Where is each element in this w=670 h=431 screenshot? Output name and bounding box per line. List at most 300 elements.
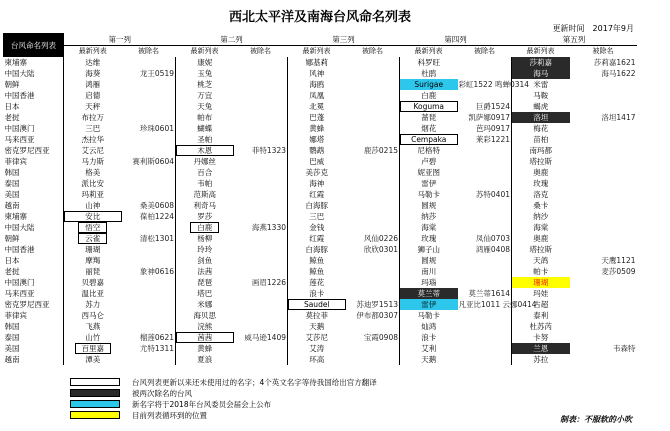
removed-name-cell <box>346 123 400 134</box>
typhoon-name-cell <box>400 167 458 178</box>
removed-name-cell: 宝霞0908 <box>346 332 400 343</box>
typhoon-name-cell <box>176 332 234 343</box>
typhoon-name: 马力斯 <box>81 157 104 166</box>
typhoon-name-cell <box>176 101 234 112</box>
typhoon-name: 温比亚 <box>81 289 104 298</box>
typhoon-name-cell <box>64 255 122 266</box>
typhoon-name: 莫拉菲 <box>305 311 328 320</box>
country-cell: 朝鲜 <box>4 79 64 90</box>
removed-name-cell: 伊布都0307 <box>346 310 400 321</box>
typhoon-name-cell <box>512 233 570 244</box>
typhoon-name-cell <box>512 255 570 266</box>
typhoon-name-cell <box>288 167 346 178</box>
removed-name-cell <box>346 343 400 354</box>
typhoon-name-cell <box>176 90 234 101</box>
removed-name-cell <box>122 244 176 255</box>
typhoon-name-cell <box>288 321 346 332</box>
typhoon-name-cell <box>288 266 346 277</box>
typhoon-name: 红霞 <box>309 190 325 199</box>
typhoon-name: 莲花 <box>309 278 325 287</box>
typhoon-name-cell <box>400 211 458 222</box>
typhoon-name-cell <box>288 233 346 244</box>
removed-name-cell <box>570 310 637 321</box>
table-row <box>4 68 637 79</box>
typhoon-name: 贝碧嘉 <box>81 278 104 287</box>
table-row <box>4 178 637 189</box>
update-time: 更新时间 2017年9月 <box>552 24 634 33</box>
typhoon-name: 韦帕 <box>197 179 213 188</box>
removed-name-cell <box>458 90 512 101</box>
typhoon-name: 木恩 <box>197 146 213 155</box>
table-row <box>4 310 637 321</box>
typhoon-name: 利奇马 <box>193 201 216 210</box>
typhoon-name-cell <box>400 68 458 79</box>
removed-name-cell <box>122 310 176 321</box>
typhoon-name: 潭美 <box>85 355 101 364</box>
typhoon-name-cell <box>64 310 122 321</box>
removed-name-cell: 鸿雁0408 <box>458 244 512 255</box>
typhoon-name-cell <box>176 189 234 200</box>
removed-name-cell: 尤特1311 <box>122 343 176 354</box>
typhoon-name: 三巴 <box>85 124 101 133</box>
table-row <box>4 134 637 145</box>
removed-name-cell <box>458 343 512 354</box>
group-2-header: 第二列 <box>176 34 288 46</box>
typhoon-name: 卢碧 <box>421 157 437 166</box>
typhoon-name: 玫瑰 <box>533 179 549 188</box>
country-cell: 中国大陆 <box>4 68 64 79</box>
typhoon-name-cell <box>400 134 458 145</box>
typhoon-name: 艾涛 <box>309 344 325 353</box>
typhoon-name: 雷伊 <box>421 179 437 188</box>
table-row <box>4 79 637 90</box>
typhoon-name: 浣熊 <box>197 322 213 331</box>
typhoon-name: 美莎克 <box>305 168 328 177</box>
country-cell: 中国大陆 <box>4 222 64 233</box>
removed-name-cell <box>234 211 288 222</box>
sub-header-name: 最新列表 <box>414 46 443 55</box>
country-cell: 美国 <box>4 189 64 200</box>
typhoon-name: 玉兔 <box>197 69 213 78</box>
removed-name-cell: 风仙0226 <box>346 233 400 244</box>
typhoon-name-table <box>3 33 637 365</box>
country-cell: 美国 <box>4 343 64 354</box>
typhoon-name-cell <box>512 178 570 189</box>
typhoon-name-cell <box>64 211 122 222</box>
removed-name-cell <box>346 354 400 365</box>
table-row <box>4 299 637 310</box>
typhoon-name-cell <box>512 145 570 156</box>
typhoon-name-cell <box>176 112 234 123</box>
typhoon-name-cell <box>512 123 570 134</box>
removed-name-cell <box>458 211 512 222</box>
removed-name-cell: 画眉1226 <box>234 277 288 288</box>
typhoon-name: 凤凰 <box>309 91 325 100</box>
typhoon-name: 科罗旺 <box>417 57 440 67</box>
typhoon-name: 海棠 <box>533 223 549 232</box>
typhoon-name-cell <box>176 68 234 79</box>
legend-swatch <box>70 411 120 419</box>
typhoon-name-cell <box>400 123 458 134</box>
removed-name-cell <box>234 189 288 200</box>
removed-name-cell <box>458 167 512 178</box>
typhoon-name: 金钱 <box>309 223 325 232</box>
typhoon-name-cell <box>400 321 458 332</box>
typhoon-name-cell <box>64 244 122 255</box>
country-cell: 老挝 <box>4 112 64 123</box>
typhoon-name: 马鞍 <box>533 91 549 100</box>
removed-name-cell <box>458 156 512 167</box>
typhoon-name-cell <box>512 277 570 288</box>
typhoon-name: 奥鹿 <box>533 234 549 243</box>
country-cell: 菲律宾 <box>4 156 64 167</box>
typhoon-name: 鹦鹉 <box>309 146 325 155</box>
typhoon-name-cell <box>288 211 346 222</box>
typhoon-name-cell <box>512 332 570 343</box>
typhoon-name: 烟花 <box>421 124 437 133</box>
removed-name-cell: 麦莎0509 <box>601 267 636 276</box>
typhoon-name: 三巴 <box>309 212 325 221</box>
table-row <box>4 211 637 222</box>
removed-name-cell: 龙王0519 <box>122 68 176 79</box>
removed-name-cell <box>122 112 176 123</box>
removed-name-cell <box>346 57 400 69</box>
removed-name-cell <box>346 79 400 90</box>
removed-name-cell: 彩虹1522 鸣蝉0314 <box>458 80 530 89</box>
legend-swatch <box>70 400 120 408</box>
typhoon-name: 天秤 <box>85 102 101 111</box>
removed-name-cell <box>122 288 176 299</box>
removed-name-cell: 莱彩1221 <box>458 134 512 145</box>
removed-name-cell <box>234 79 288 90</box>
typhoon-name: 白海豚 <box>305 201 328 210</box>
typhoon-name-cell <box>176 123 234 134</box>
country-cell: 韩国 <box>4 167 64 178</box>
row-header: 台风命名列表 <box>4 34 64 57</box>
removed-name-cell <box>570 244 637 255</box>
typhoon-name: 茜茜 <box>197 333 213 342</box>
typhoon-name: 南川 <box>421 267 437 276</box>
sub-header-removed: 被除名 <box>138 46 159 55</box>
removed-name-cell <box>346 156 400 167</box>
typhoon-name-cell <box>288 332 346 343</box>
typhoon-name: 丹娜丝 <box>193 157 216 166</box>
typhoon-name: 天鹅 <box>309 322 325 331</box>
sub-header-removed: 被除名 <box>250 46 271 55</box>
removed-name-cell <box>458 145 512 156</box>
typhoon-name-cell <box>64 222 122 233</box>
typhoon-name-cell <box>512 57 570 69</box>
typhoon-name-cell <box>64 189 122 200</box>
legend-text: 目前列表循环到的位置 <box>132 411 207 420</box>
typhoon-name: 山竹 <box>85 333 101 342</box>
removed-name-cell <box>458 310 512 321</box>
removed-name-cell <box>122 79 176 90</box>
legend-swatch <box>70 389 120 397</box>
country-cell: 老挝 <box>4 266 64 277</box>
typhoon-name-cell <box>64 200 122 211</box>
typhoon-name-cell <box>400 233 458 244</box>
typhoon-name: 布拉万 <box>81 113 104 122</box>
typhoon-name-cell <box>64 145 122 156</box>
typhoon-name-cell <box>288 310 346 321</box>
typhoon-name-cell <box>176 134 234 145</box>
country-cell: 马来西亚 <box>4 134 64 145</box>
typhoon-name: 百合 <box>197 168 213 177</box>
typhoon-name-cell <box>400 222 458 233</box>
typhoon-name-cell <box>288 299 346 310</box>
typhoon-name: 玛娃 <box>533 289 549 298</box>
removed-name-cell <box>234 112 288 123</box>
country-cell: 韩国 <box>4 321 64 332</box>
typhoon-name-cell <box>176 277 234 288</box>
removed-name-cell <box>570 211 637 222</box>
country-cell: 朝鲜 <box>4 233 64 244</box>
typhoon-name-cell <box>288 222 346 233</box>
typhoon-name: 纳沙 <box>533 212 549 221</box>
removed-name-cell: 清松1301 <box>122 233 176 244</box>
table-body <box>4 57 637 366</box>
table-row <box>4 112 637 123</box>
typhoon-name-cell <box>64 299 122 310</box>
typhoon-name-cell <box>400 101 458 112</box>
group-header-row <box>4 34 637 46</box>
sub-header-name: 最新列表 <box>302 46 331 55</box>
typhoon-name: 塔拉斯 <box>529 157 552 166</box>
removed-name-cell: 桑美0608 <box>122 200 176 211</box>
typhoon-name: 安比 <box>85 212 101 221</box>
typhoon-name-cell <box>64 178 122 189</box>
group-4-header: 第四列 <box>400 34 512 46</box>
removed-name-cell: 海燕1330 <box>234 222 288 233</box>
removed-name-cell <box>122 101 176 112</box>
removed-name-cell <box>570 189 637 200</box>
removed-name-cell <box>234 343 288 354</box>
country-cell: 中国香港 <box>4 90 64 101</box>
removed-name-cell <box>122 277 176 288</box>
removed-name-cell <box>346 112 400 123</box>
legend-item <box>70 400 670 409</box>
removed-name-cell <box>346 222 400 233</box>
sub-header-row <box>4 45 637 57</box>
typhoon-name-cell <box>288 244 346 255</box>
typhoon-name-cell <box>400 332 458 343</box>
typhoon-name-cell <box>64 156 122 167</box>
typhoon-name: Cempaka <box>411 135 447 144</box>
removed-name-cell <box>122 189 176 200</box>
typhoon-name: 塔拉斯 <box>529 245 552 254</box>
removed-name-cell <box>570 299 637 310</box>
removed-name-cell <box>234 288 288 299</box>
typhoon-name-cell <box>400 189 458 200</box>
removed-name-cell <box>346 167 400 178</box>
typhoon-name-cell <box>64 123 122 134</box>
typhoon-name: 泰利 <box>533 311 549 320</box>
typhoon-name: 达维 <box>85 57 101 67</box>
typhoon-name-cell <box>64 266 122 277</box>
typhoon-name-cell <box>64 354 122 365</box>
typhoon-name-cell <box>400 288 458 299</box>
typhoon-name: 桑卡 <box>533 201 549 210</box>
typhoon-name: 圣帕 <box>197 135 213 144</box>
removed-name-cell <box>122 145 176 156</box>
country-cell: 中国香港 <box>4 244 64 255</box>
typhoon-name: 法茜 <box>197 267 213 276</box>
typhoon-name: 玛瑙 <box>421 278 437 287</box>
removed-name-cell <box>234 299 288 310</box>
typhoon-name-cell <box>64 167 122 178</box>
typhoon-name-cell <box>400 277 458 288</box>
legend-swatch <box>70 378 120 386</box>
typhoon-name-cell <box>288 79 346 90</box>
removed-name-cell <box>570 123 637 134</box>
country-cell: 泰国 <box>4 178 64 189</box>
credit: 制表：不服软的小吹 <box>560 415 632 424</box>
removed-name-cell <box>234 255 288 266</box>
typhoon-name: 艾莎尼 <box>305 333 328 342</box>
typhoon-name: 玲玲 <box>197 245 213 254</box>
removed-name-cell <box>234 178 288 189</box>
typhoon-name-cell <box>512 200 570 211</box>
typhoon-name-cell <box>288 112 346 123</box>
removed-name-cell: 海马1622 <box>601 69 636 78</box>
removed-name-cell <box>234 354 288 365</box>
removed-name-cell <box>570 178 637 189</box>
removed-name-cell <box>458 277 512 288</box>
country-cell: 密克罗尼西亚 <box>4 299 64 310</box>
removed-name-cell <box>570 332 637 343</box>
typhoon-name-cell <box>176 178 234 189</box>
typhoon-name-cell <box>176 288 234 299</box>
group-3-header: 第三列 <box>288 34 400 46</box>
typhoon-name: 白海豚 <box>305 245 328 254</box>
typhoon-name-cell <box>400 266 458 277</box>
typhoon-name-cell <box>400 79 458 90</box>
typhoon-name-cell <box>400 156 458 167</box>
typhoon-name-cell <box>400 244 458 255</box>
typhoon-name-cell <box>64 321 122 332</box>
table-row <box>4 57 637 69</box>
typhoon-name: 南玛都 <box>529 146 552 155</box>
table-row <box>4 222 637 233</box>
typhoon-name-cell <box>288 156 346 167</box>
removed-name-cell <box>346 277 400 288</box>
table-row <box>4 189 637 200</box>
removed-name-cell <box>570 167 637 178</box>
removed-name-cell <box>122 90 176 101</box>
table-row <box>4 156 637 167</box>
typhoon-name-cell <box>288 101 346 112</box>
removed-name-cell <box>570 354 637 365</box>
typhoon-name-cell <box>176 233 234 244</box>
removed-name-cell: 威马逊1409 <box>234 332 288 343</box>
typhoon-name: 古超 <box>533 300 549 309</box>
legend-item <box>70 389 670 398</box>
removed-name-cell <box>234 244 288 255</box>
typhoon-name: 娜塔 <box>309 135 325 144</box>
typhoon-name: 尼格特 <box>417 146 440 155</box>
typhoon-name-cell <box>512 244 570 255</box>
typhoon-name-cell <box>288 288 346 299</box>
typhoon-name-cell <box>400 200 458 211</box>
typhoon-name: 艾利 <box>421 344 437 353</box>
removed-name-cell <box>234 321 288 332</box>
typhoon-name: 马勒卡 <box>417 190 440 199</box>
typhoon-name: 白鹿 <box>421 91 437 100</box>
removed-name-cell <box>458 200 512 211</box>
table-row <box>4 145 637 156</box>
removed-name-cell <box>346 255 400 266</box>
country-cell: 泰国 <box>4 332 64 343</box>
sub-header-removed: 被除名 <box>592 46 614 55</box>
typhoon-name-cell <box>288 200 346 211</box>
typhoon-name-cell <box>400 57 458 69</box>
removed-name-cell <box>458 178 512 189</box>
typhoon-name: 狮子山 <box>417 245 440 254</box>
typhoon-name-cell <box>176 57 234 69</box>
typhoon-name: 万宜 <box>197 91 213 100</box>
removed-name-cell <box>234 310 288 321</box>
removed-name-cell <box>346 266 400 277</box>
typhoon-name: 海棠 <box>421 223 437 232</box>
typhoon-name: 天鹅 <box>421 355 437 364</box>
typhoon-name-cell <box>400 145 458 156</box>
table-row <box>4 332 637 343</box>
removed-name-cell <box>234 90 288 101</box>
removed-name-cell: 苏迪罗1513 <box>346 299 400 310</box>
removed-name-cell <box>346 134 400 145</box>
removed-name-cell <box>122 299 176 310</box>
typhoon-name: 娜基莉 <box>305 57 328 67</box>
removed-name-cell <box>122 354 176 365</box>
typhoon-name-cell <box>512 101 570 112</box>
typhoon-name: 黄蜂 <box>197 344 213 353</box>
removed-name-cell <box>570 134 637 145</box>
typhoon-name-cell <box>288 189 346 200</box>
removed-name-cell <box>570 145 637 156</box>
typhoon-name: 黄蜂 <box>309 124 325 133</box>
typhoon-name-cell <box>64 79 122 90</box>
typhoon-name-cell <box>400 178 458 189</box>
removed-name-cell: 凯萨娜0917 <box>458 112 512 123</box>
typhoon-name: 雷伊 <box>421 300 437 309</box>
removed-name-cell <box>234 134 288 145</box>
country-cell: 日本 <box>4 255 64 266</box>
typhoon-name: 北冕 <box>309 102 325 111</box>
typhoon-name-cell <box>512 189 570 200</box>
typhoon-name: 康妮 <box>197 57 213 67</box>
removed-name-cell <box>458 266 512 277</box>
removed-name-cell <box>234 266 288 277</box>
typhoon-name-cell <box>288 134 346 145</box>
typhoon-name-cell <box>400 112 458 123</box>
removed-name-cell <box>570 288 637 299</box>
table-row <box>4 321 637 332</box>
removed-name-cell <box>122 57 176 69</box>
removed-name-cell: 象神0616 <box>122 266 176 277</box>
table-row <box>4 123 637 134</box>
typhoon-name: 莎莉嘉 <box>529 57 552 67</box>
typhoon-name-cell <box>400 255 458 266</box>
table-row <box>4 200 637 211</box>
typhoon-name: 巴威 <box>309 157 325 166</box>
country-cell: 日本 <box>4 101 64 112</box>
removed-name-cell <box>570 101 637 112</box>
typhoon-name-cell <box>512 112 570 123</box>
typhoon-name: 海神 <box>309 179 325 188</box>
typhoon-name-cell <box>288 277 346 288</box>
typhoon-name: 悟空 <box>78 222 107 233</box>
